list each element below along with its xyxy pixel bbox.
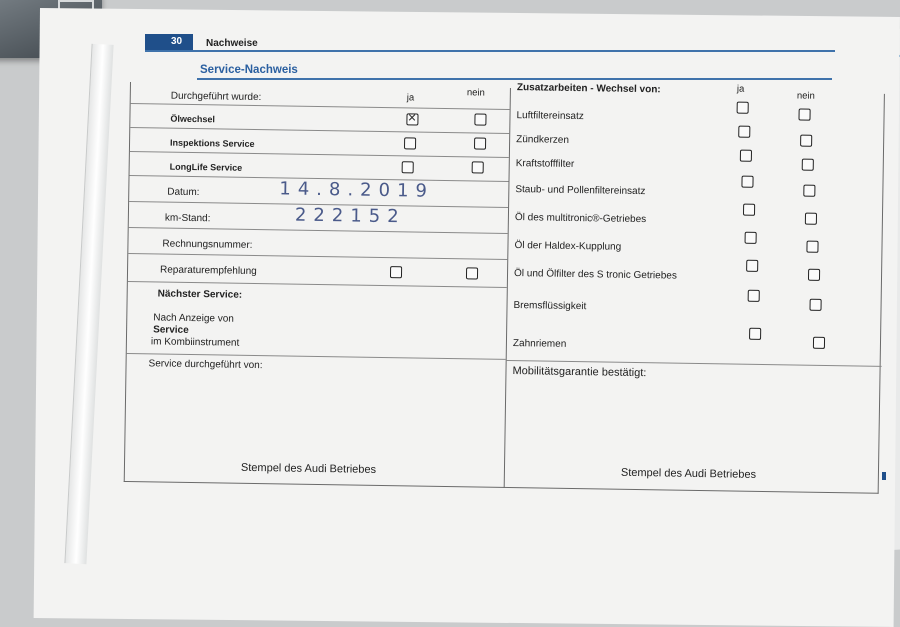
checkbox-no-spark-plugs[interactable]	[800, 135, 812, 147]
km-label: km-Stand:	[164, 212, 211, 225]
checkbox-yes-multitronic-oil[interactable]	[743, 204, 755, 216]
checkbox-no-haldex-oil[interactable]	[806, 241, 818, 253]
right-item-multitronic-oil: Öl des multitronic®-Getriebes	[514, 212, 647, 226]
page-number-tab	[145, 34, 193, 50]
title-divider	[197, 78, 832, 80]
checkbox-no-inspection[interactable]	[474, 137, 486, 149]
checkbox-yes-oil[interactable]	[406, 113, 418, 125]
checkbox-no-oil[interactable]	[474, 113, 486, 125]
service-by-label: Service durchgeführt von:	[148, 358, 263, 372]
checkbox-no-longlife[interactable]	[472, 161, 484, 173]
checkbox-no-multitronic-oil[interactable]	[805, 213, 817, 225]
item-label: LongLife Service	[169, 161, 243, 173]
right-item-haldex-oil: Öl der Haldex-Kupplung	[514, 240, 622, 253]
checkbox-yes-inspection[interactable]	[404, 137, 416, 149]
checkbox-yes-brake-fluid[interactable]	[748, 290, 760, 302]
checkbox-yes-timing-belt[interactable]	[749, 328, 761, 340]
checkbox-yes-longlife[interactable]	[402, 161, 414, 173]
left-column	[125, 82, 511, 488]
km-value: 222152	[294, 204, 406, 228]
stamp-label-right: Stempel des Audi Betriebes	[620, 466, 757, 481]
item-label: Inspektions Service	[169, 137, 255, 149]
repair-label: Reparaturempfehlung	[159, 264, 257, 278]
checkbox-no-repair[interactable]	[466, 267, 478, 279]
checkbox-no-air-filter[interactable]	[798, 109, 810, 121]
checkbox-yes-repair[interactable]	[390, 266, 402, 278]
date-label: Datum:	[167, 186, 200, 199]
checkbox-no-pollen-filter[interactable]	[803, 185, 815, 197]
after-display-line2: Service	[153, 324, 189, 336]
left-row-service-by	[125, 354, 506, 488]
right-heading: Zusatzarbeiten - Wechsel von:	[516, 82, 661, 96]
checkbox-yes-s-tronic-oil[interactable]	[746, 260, 758, 272]
after-display-line3: im Kombiinstrument	[150, 336, 240, 349]
checkbox-yes-haldex-oil[interactable]	[745, 232, 757, 244]
checkbox-yes-spark-plugs[interactable]	[738, 126, 750, 138]
right-column	[505, 82, 886, 494]
right-item-pollen-filter: Staub- und Pollenfiltereinsatz	[515, 184, 646, 198]
stamp-label-left: Stempel des Audi Betriebes	[240, 461, 377, 476]
after-display-line1: Nach Anzeige von	[153, 312, 234, 325]
left-col-yes: ja	[406, 92, 415, 104]
checkbox-no-fuel-filter[interactable]	[802, 159, 814, 171]
date-value: 14.8.2019	[279, 178, 435, 202]
checkbox-yes-fuel-filter[interactable]	[740, 150, 752, 162]
page-corner-mark	[882, 472, 886, 480]
checkbox-no-timing-belt[interactable]	[813, 337, 825, 349]
right-row-mobility	[505, 360, 882, 494]
checkbox-yes-pollen-filter[interactable]	[741, 176, 753, 188]
right-item-spark-plugs: Zündkerzen	[516, 134, 570, 146]
service-record-form	[124, 82, 885, 494]
right-col-no: nein	[796, 90, 815, 102]
page-number: 30	[171, 36, 183, 47]
checkbox-yes-air-filter[interactable]	[737, 102, 749, 114]
left-heading: Durchgeführt wurde:	[170, 90, 262, 104]
invoice-label: Rechnungsnummer:	[162, 238, 253, 251]
right-item-fuel-filter: Kraftstofffilter	[515, 158, 575, 170]
mobility-label: Mobilitätsgarantie bestätigt:	[512, 365, 647, 380]
right-item-timing-belt: Zahnriemen	[512, 338, 567, 350]
left-row-next-service	[127, 282, 507, 360]
item-label: Ölwechsel	[170, 113, 216, 125]
chapter-title: Nachweise	[206, 38, 258, 49]
right-col-yes: ja	[736, 83, 745, 95]
right-item-air-filter: Luftfiltereinsatz	[516, 110, 584, 123]
header-divider	[145, 50, 835, 52]
right-item-brake-fluid: Bremsflüssigkeit	[513, 300, 587, 313]
section-title: Service-Nachweis	[200, 64, 298, 76]
next-service-label: Nächster Service:	[157, 288, 243, 301]
checkbox-no-s-tronic-oil[interactable]	[808, 269, 820, 281]
left-col-no: nein	[466, 87, 485, 99]
right-item-s-tronic-oil: Öl und Ölfilter des S tronic Getriebes	[513, 268, 677, 282]
checkbox-no-brake-fluid[interactable]	[809, 299, 821, 311]
